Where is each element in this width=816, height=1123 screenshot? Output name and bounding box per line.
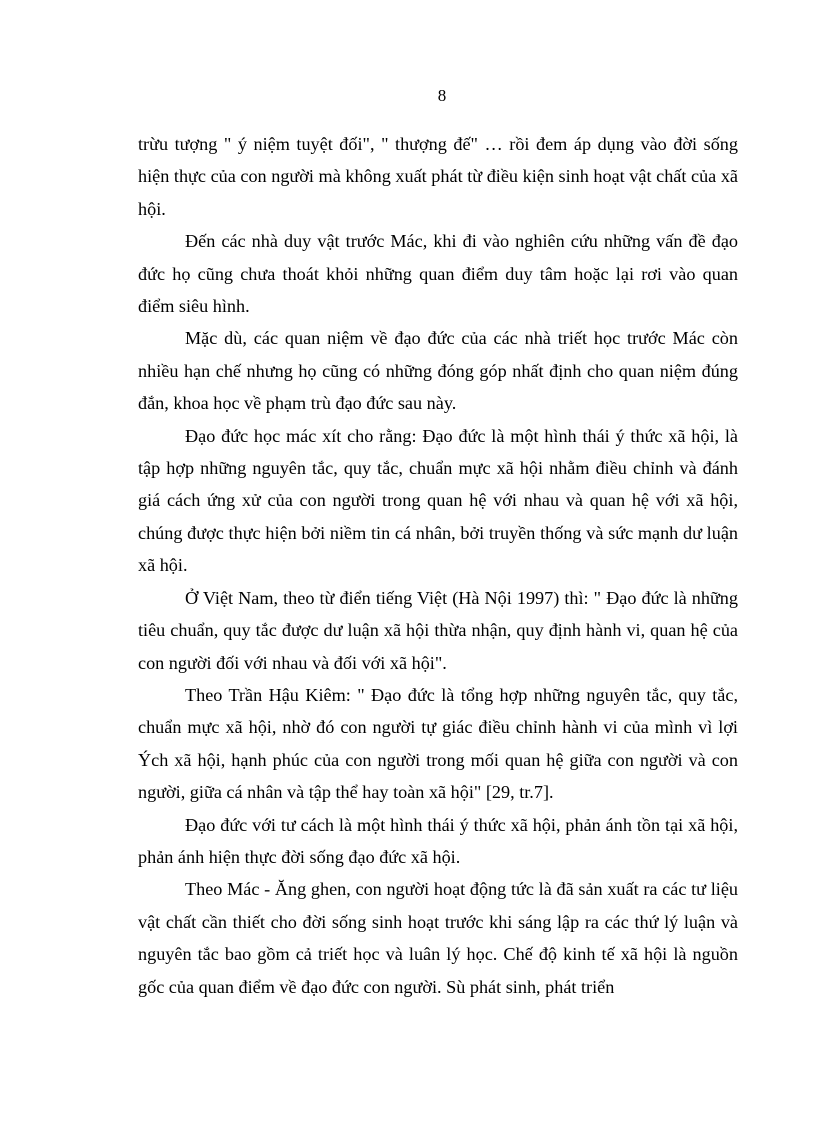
- paragraph-8: Theo Mác - Ăng ghen, con người hoạt động tức là đã sản xuất ra các tư liệu vật chất cần thiết cho đời sống sinh hoạt trước khi sáng lập ra các thứ lý luận và nguyên tắc bao gồm cả triết học và luân lý học. Chế độ kinh tế xã hội là nguồn gốc của quan điểm về đạo đức con người. Sù phát sinh, phát triển: [138, 879, 738, 997]
- paragraph-1: trừu tượng " ý niệm tuyệt đối", " thượng đế" … rồi đem áp dụng vào đời sống hiện thực của con người mà không xuất phát từ điều kiện sinh hoạt vật chất của xã hội.: [138, 134, 738, 219]
- page-number: 8: [437, 86, 447, 105]
- body-text: [138, 128, 738, 1003]
- paragraph-2: Đến các nhà duy vật trước Mác, khi đi vào nghiên cứu những vấn đề đạo đức họ cũng chưa thoát khỏi những quan điểm duy tâm hoặc lại rơi vào quan điểm siêu hình.: [138, 231, 738, 317]
- paragraph-6: Theo Trần Hậu Kiêm: " Đạo đức là tổng hợp những nguyên tắc, quy tắc, chuẩn mực xã hội, nhờ đó con người tự giác điều chỉnh hành vi của mình vì lợi Ých xã hội, hạnh phúc của con người trong mối quan hệ giữa con người và con người, giữa cá nhân và tập thể hay toàn xã hội" [29, tr.7].: [138, 684, 738, 803]
- paragraph-5: Ở Việt Nam, theo từ điển tiếng Việt (Hà Nội 1997) thì: " Đạo đức là những tiêu chuẩn, quy tắc được dư luận xã hội thừa nhận, quy định hành vi, quan hệ của con người đối với nhau và đối với xã hội".: [138, 587, 738, 673]
- paragraph-7: Đạo đức với tư cách là một hình thái ý thức xã hội, phản ánh tồn tại xã hội, phản ánh hiện thực đời sống đạo đức xã hội.: [138, 814, 738, 867]
- paragraph-3: Mặc dù, các quan niệm về đạo đức của các nhà triết học trước Mác còn nhiều hạn chế nhưng họ cũng có những đóng góp nhất định cho quan niệm đúng đắn, khoa học về phạm trù đạo đức sau này.: [138, 328, 738, 414]
- paragraph-4: Đạo đức học mác xít cho rằng: Đạo đức là một hình thái ý thức xã hội, là tập hợp những nguyên tắc, quy tắc, chuẩn mực xã hội nhằm điều chỉnh và đánh giá cách ứng xử của con người trong quan hệ với nhau và quan hệ với xã hội, chúng được thực hiện bởi niềm tin cá nhân, bởi truyền thống và sức mạnh dư luận xã hội.: [138, 425, 738, 576]
